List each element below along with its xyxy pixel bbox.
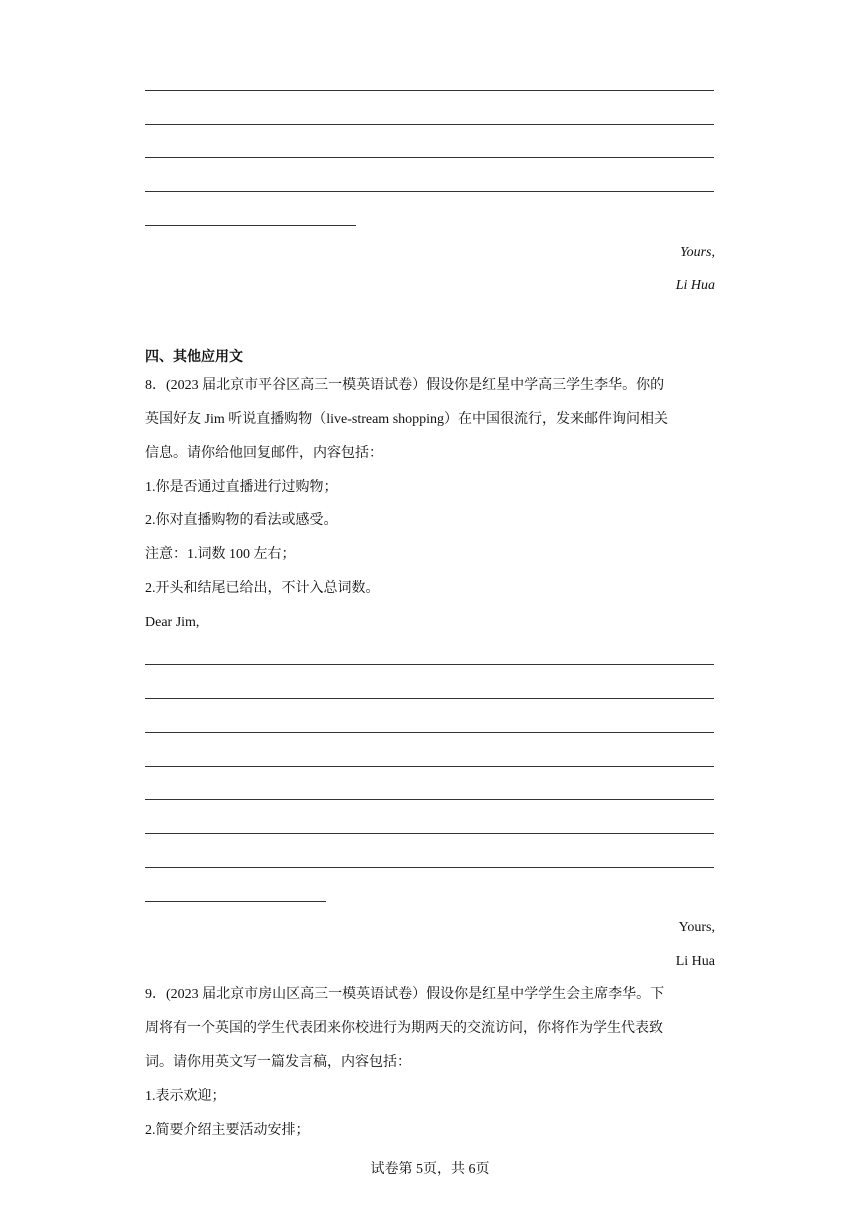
prev-closing: Yours,	[680, 245, 715, 260]
q9-prompt-line-2: 周将有一个英国的学生代表团来你校进行为期两天的交流访问，你将作为学生代表致	[145, 1021, 663, 1036]
answer-line	[145, 799, 714, 800]
q8-point-2: 2.你对直播购物的看法或感受。	[145, 513, 338, 528]
q9-prompt-line-1: 9．(2023 届北京市房山区高三一模英语试卷）假设你是红星中学学生会主席李华。下	[145, 987, 665, 1002]
answer-line	[145, 191, 714, 192]
answer-line	[145, 90, 714, 91]
answer-line	[145, 732, 714, 733]
q8-closing: Yours,	[678, 920, 715, 935]
q9-prompt-line-3: 词。请你用英文写一篇发言稿，内容包括：	[145, 1055, 411, 1070]
q8-prompt-line-2: 英国好友 Jim 听说直播购物（live-stream shopping）在中国很流行，发来邮件询问相关	[145, 412, 669, 427]
answer-line	[145, 664, 714, 665]
q9-point-2: 2.简要介绍主要活动安排；	[145, 1123, 310, 1138]
answer-line	[145, 698, 714, 699]
answer-line	[145, 157, 714, 158]
section-heading: 四、其他应用文	[145, 349, 243, 365]
q8-greeting: Dear Jim,	[145, 615, 200, 630]
prev-signature: Li Hua	[675, 278, 715, 293]
q8-signature: Li Hua	[675, 954, 715, 969]
q8-note-1: 注意：1.词数 100 左右；	[145, 547, 296, 562]
answer-line	[145, 833, 714, 834]
q8-prompt-line-1: 8．(2023 届北京市平谷区高三一模英语试卷）假设你是红星中学高三学生李华。你的	[145, 378, 665, 393]
answer-line	[145, 867, 714, 868]
page-footer: 试卷第 5页，共 6页	[370, 1162, 490, 1177]
answer-line	[145, 766, 714, 767]
q8-prompt-line-3: 信息。请你给他回复邮件，内容包括：	[145, 446, 383, 461]
q8-note-2: 2.开头和结尾已给出，不计入总词数。	[145, 581, 380, 596]
answer-line-short	[145, 225, 356, 226]
answer-line	[145, 124, 714, 125]
q8-point-1: 1.你是否通过直播进行过购物；	[145, 480, 338, 495]
answer-line-short	[145, 901, 326, 902]
q9-point-1: 1.表示欢迎；	[145, 1089, 226, 1104]
